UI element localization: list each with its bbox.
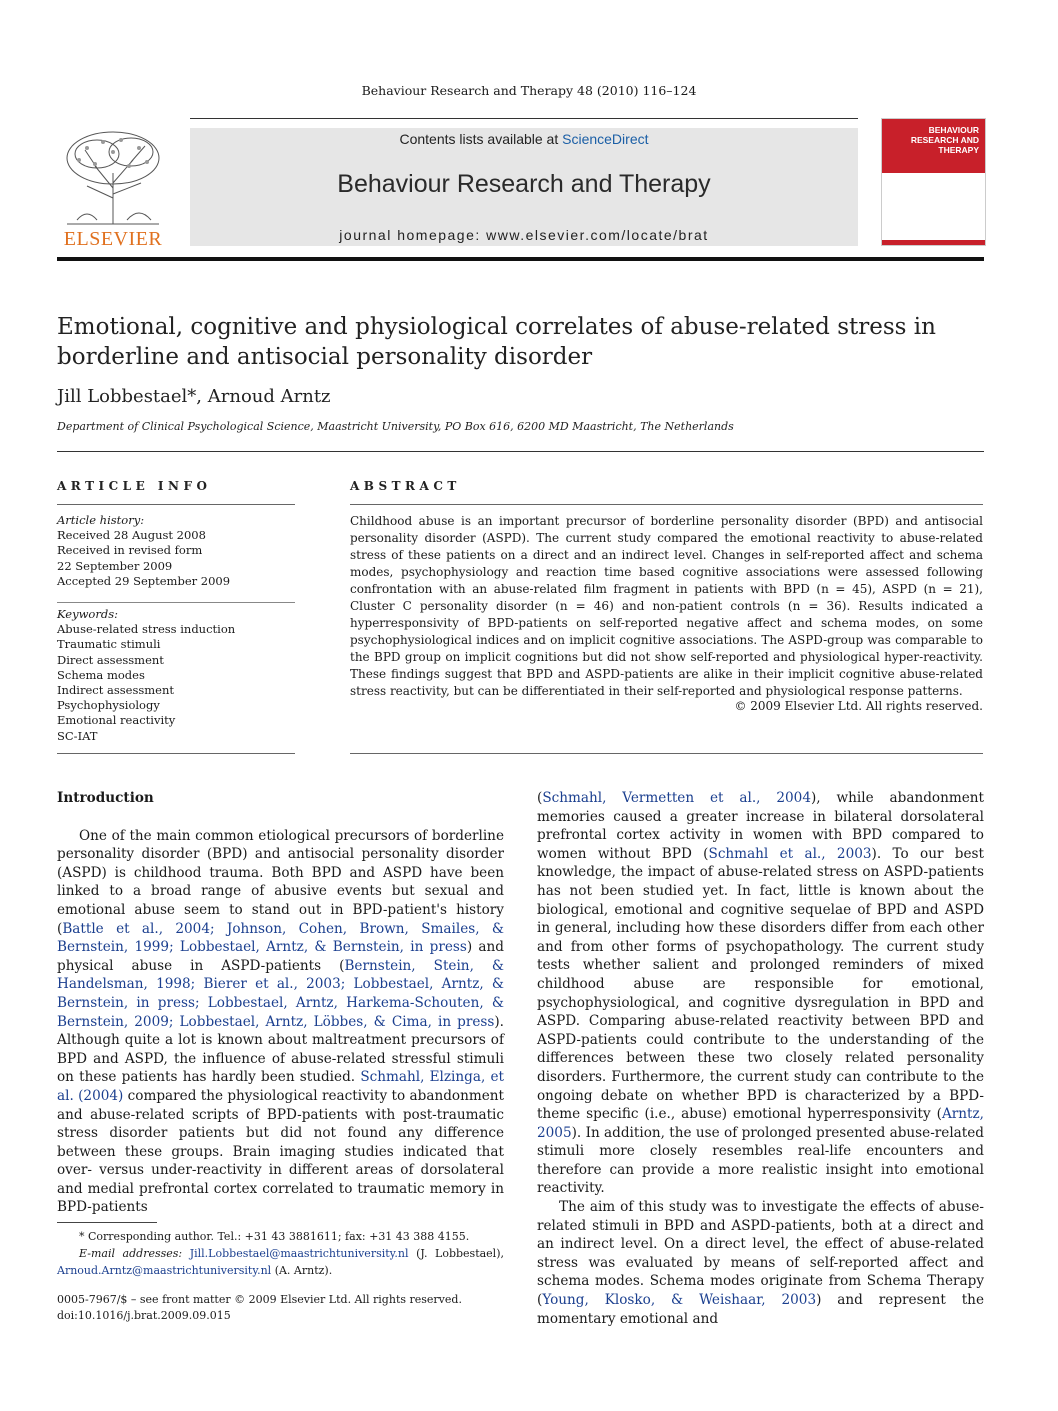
- cover-red-band: [882, 119, 985, 173]
- cover-bottom-band: [882, 240, 985, 245]
- history-item: Received in revised form: [57, 543, 203, 558]
- sciencedirect-link[interactable]: ScienceDirect: [562, 131, 649, 147]
- body-text: The aim of this study was to investigate the effects of abuse-related stimuli in BPD and ASPD-patients, both at a direct and an indirect level. On a direct level, the effect of abuse-related stress was evaluated by means of self-reported affect and schema modes. Schema modes originate from Schema Therapy (: [537, 1199, 984, 1309]
- journal-name: Behaviour Research and Therapy: [337, 170, 711, 198]
- cover-title: BEHAVIOUR RESEARCH AND THERAPY: [910, 125, 979, 155]
- email-addresses: [57, 1245, 504, 1279]
- elsevier-logo[interactable]: [57, 128, 169, 248]
- header-bottom-rule: [57, 257, 984, 261]
- author-affiliation: Department of Clinical Psychological Science, Maastricht University, PO Box 616, 6200 MD Maastricht, The Netherlands: [57, 420, 734, 433]
- email-label: E-mail addresses:: [79, 1247, 183, 1260]
- body-text: ) and physical abuse in ASPD-patients (: [57, 939, 504, 974]
- abstract-bottom-rule: [350, 753, 983, 754]
- issn-line: 0005-7967/$ – see front matter © 2009 Elsevier Ltd. All rights reserved.: [57, 1293, 462, 1306]
- body-text: ). Although quite a lot is known about maltreatment precursors of BPD and ASPD, the influence of abuse-related stressful stimuli on these patients has hardly been studied.: [57, 1013, 504, 1086]
- keyword: Emotional reactivity: [57, 713, 176, 728]
- article-title: Emotional, cognitive and physiological correlates of abuse-related stress in borderline and antisocial personality disorder: [57, 314, 936, 370]
- abstract-copyright: © 2009 Elsevier Ltd. All rights reserved.: [734, 699, 983, 713]
- email-owner: (J. Lobbestael),: [408, 1247, 504, 1260]
- journal-header-band: [190, 128, 858, 246]
- keyword: Traumatic stimuli: [57, 637, 161, 652]
- citation-link[interactable]: Young, Klosko, & Weishaar, 2003: [542, 1292, 817, 1309]
- keyword: Schema modes: [57, 667, 145, 682]
- article-authors: Jill Lobbestael*, Arnoud Arntz: [57, 386, 331, 407]
- keyword: Direct assessment: [57, 652, 164, 667]
- keyword: Psychophysiology: [57, 698, 160, 713]
- keywords-block: [57, 607, 295, 744]
- contents-prefix: Contents lists available at: [399, 131, 563, 147]
- citation-link[interactable]: Battle et al., 2004; Johnson, Cohen, Brown, Smailes, & Bernstein, 1999; Lobbestael, Arntz, & Bernstein, in press: [57, 920, 504, 956]
- article-info-rule: [57, 504, 295, 505]
- body-text: ). To our best knowledge, the impact of abuse-related stress on ASPD-patients has not been studied yet. In fact, little is known about the biological, emotional and cognitive sequelae of BPD and ASPD in general, including how these disorders differ from each other and from other forms of psychopathology. The current study tests whether salient and prolonged reminders of mixed childhood abuse are responsible for emotional, psychophysiological, and cognitive dysregulation in BPD and ASPD. Comparing abuse-related reactivity between BPD and ASPD-patients could contribute to the understanding of the differences between these two closely related personality disorders. Furthermore, the current study can contribute to the ongoing debate on whether BPD is characterized by a BPD-theme specific (i.e., abuse) emotional hyperresponsivity (: [537, 845, 984, 1123]
- keywords-rule: [57, 602, 295, 603]
- citation-link[interactable]: Schmahl et al., 2003: [708, 845, 872, 862]
- email-link[interactable]: Jill.Lobbestael@maastrichtuniversity.nl: [189, 1247, 409, 1260]
- email-link[interactable]: Arnoud.Arntz@maastrichtuniversity.nl: [57, 1264, 272, 1277]
- body-paragraph: [57, 827, 504, 1217]
- body-text: (: [537, 790, 543, 806]
- keyword: Abuse-related stress induction: [57, 622, 236, 637]
- keywords-label: Keywords:: [57, 607, 118, 621]
- issn-block: [57, 1292, 504, 1324]
- body-paragraph: [537, 1198, 984, 1328]
- keyword: SC-IAT: [57, 728, 98, 743]
- abstract-heading: ABSTRACT: [350, 479, 461, 493]
- article-info-bottom-rule: [57, 753, 295, 754]
- body-text: ), while abandonment memories caused a greater increase in bilateral dorsolateral prefrontal cortex activity in women with BPD compared to women without BPD (: [537, 790, 984, 862]
- history-item: Accepted 29 September 2009: [57, 573, 231, 588]
- journal-citation: Behaviour Research and Therapy 48 (2010) 116–124: [361, 83, 697, 98]
- journal-homepage-link[interactable]: journal homepage: www.elsevier.com/locate/brat: [339, 227, 709, 243]
- citation-link[interactable]: Bernstein, Stein, & Handelsman, 1998; Bierer et al., 2003; Lobbestael, Arntz, & Bernstein, in press; Lobbestael, Arntz, Harkema-Schouten, & Bernstein, 2009; Lobbestael, Arntz, Löbbes, & Cima, in press: [57, 957, 504, 1030]
- corresponding-author: Corresponding author. Tel.: +31 43 3881611; fax: +31 43 388 4155.: [88, 1230, 470, 1243]
- body-paragraph: [537, 789, 984, 1198]
- body-right-column: [537, 789, 984, 1328]
- history-label: Article history:: [57, 513, 145, 527]
- citation-link[interactable]: Schmahl, Vermetten et al., 2004: [542, 790, 811, 806]
- history-item: 22 September 2009: [57, 558, 173, 573]
- footnote-marker: *: [79, 1230, 85, 1243]
- title-rule: [57, 451, 984, 452]
- email-owner: (A. Arntz).: [271, 1264, 333, 1277]
- corresponding-author-note: [57, 1228, 504, 1245]
- footnote-rule: [57, 1222, 157, 1223]
- history-item: Received 28 August 2008: [57, 528, 206, 543]
- body-text: ). In addition, the use of prolonged presented abuse-related stimuli more closely resembles real-life encounters and therefore can provide a more realistic insight into emotional reactivity.: [537, 1124, 984, 1197]
- elsevier-tree-icon: [57, 128, 169, 228]
- journal-cover-thumbnail[interactable]: [881, 118, 986, 246]
- abstract-text: Childhood abuse is an important precursor of borderline personality disorder (BPD) and antisocial personality disorder (ASPD). The current study compared the emotional reactivity to abuse-related stress of these patients on a direct and an indirect level. Changes in self-reported affect and schema modes, psychophysiology and reaction time based cognitive associations were assessed following confrontation with an abuse-related film fragment in patients with BPD (n = 45), ASPD (n = 21), Cluster C personality disorder (n = 46) and non-patient controls (n = 36). Results indicated a hyperresponsivity of BPD-patients on self-reported negative affect and schema modes, on some psychophysiological indices and on implicit cognitive associations. The ASPD-group was comparable to the BPD group on implicit cognitions but did not show self-reported and physiological hyper-reactivity. These findings suggest that BPD and ASPD-patients are alike in their implicit cognitive abuse-related stress reactivity, but can be differentiated in their self-reported and physiological response patterns.: [350, 514, 983, 698]
- introduction-heading: Introduction: [57, 790, 154, 806]
- elsevier-wordmark: ELSEVIER: [63, 228, 163, 250]
- body-text: compared the physiological reactivity to abandonment and abuse-related scripts of BPD-patients with post-traumatic stress disorder patients but did not found any difference between these groups. Brain imaging studies indicated that over- versus under-reactivity in different areas of dorsolateral and medial prefrontal cortex correlated to traumatic memory in BPD-patients: [57, 1087, 505, 1216]
- citation-link[interactable]: Schmahl, Elzinga, et al. (2004): [57, 1069, 504, 1104]
- doi-line[interactable]: doi:10.1016/j.brat.2009.09.015: [57, 1309, 231, 1322]
- body-text: One of the main common etiological precursors of borderline personality disorder (BPD) and antisocial personality disorder (ASPD) is childhood trauma. Both BPD and ASPD have been linked to a broad range of abusive events but sexual and emotional abuse seem to stand out in BPD-patient's history (: [57, 827, 504, 937]
- body-left-column: [57, 789, 504, 1217]
- header-top-rule: [190, 118, 858, 119]
- footnote: [57, 1228, 504, 1279]
- contents-line: [190, 131, 858, 147]
- abstract-rule: [350, 504, 983, 505]
- citation-link[interactable]: Arntz, 2005: [537, 1106, 984, 1141]
- article-info-heading: ARTICLE INFO: [57, 479, 212, 493]
- body-text: ) and represent the momentary emotional and: [537, 1292, 984, 1327]
- keyword: Indirect assessment: [57, 683, 175, 698]
- article-info: [57, 513, 295, 589]
